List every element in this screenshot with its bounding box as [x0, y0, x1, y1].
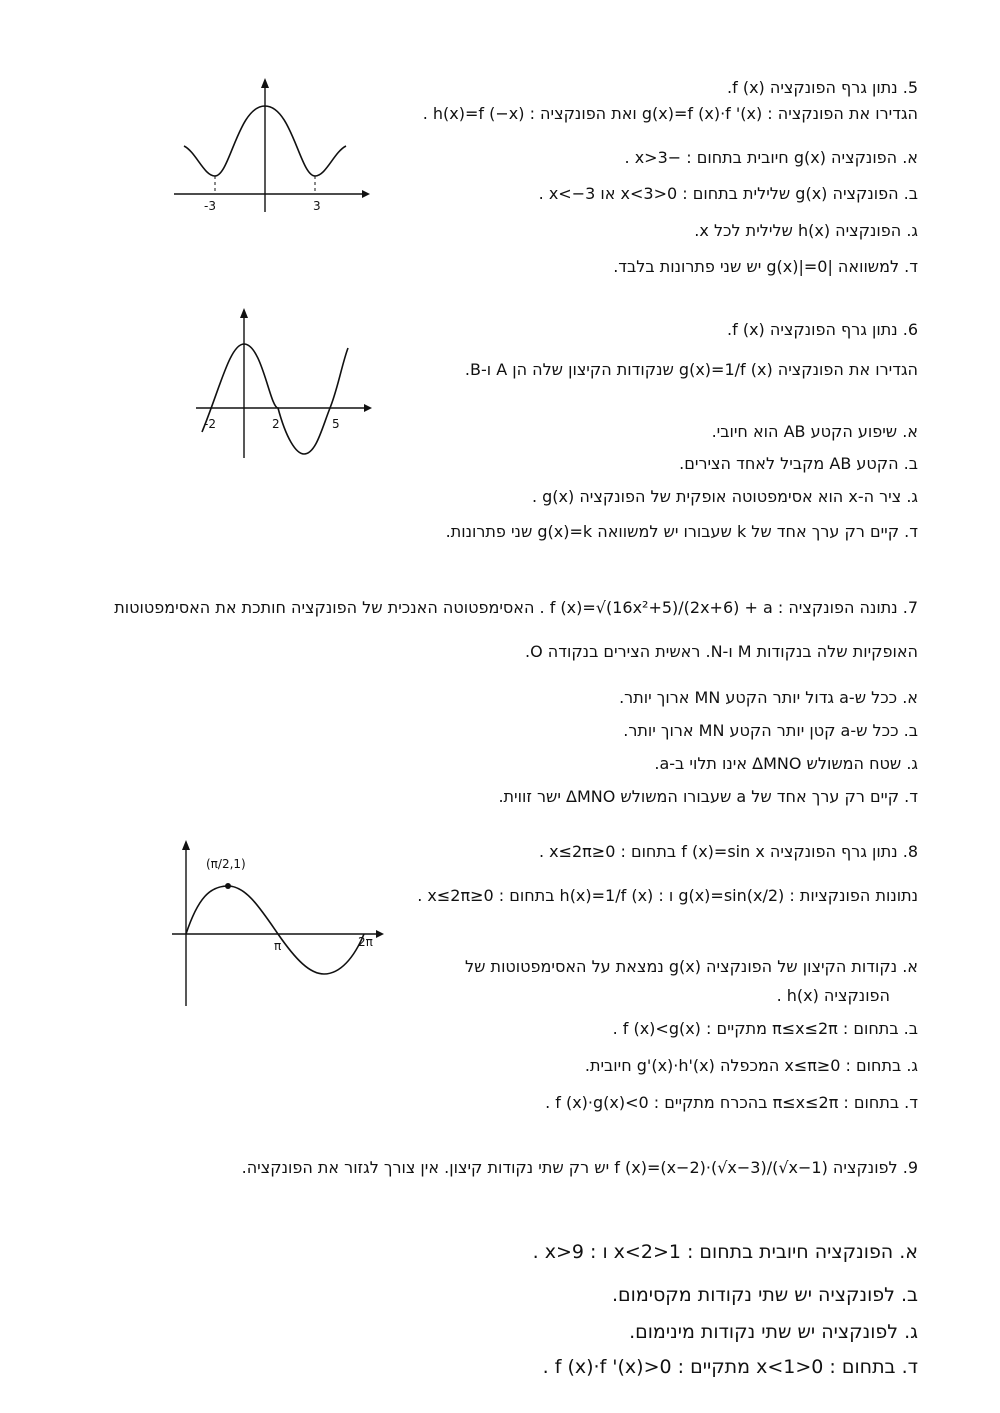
q7-option-d: ד. קיים רק ערך אחד של a שעבורו המשולש ΔMNO ישר זווית. [498, 787, 918, 806]
q6-option-c: ג. ציר ה-x הוא אסימפטוטה אופקית של הפונקציה g(x) . [531, 487, 918, 506]
q5-option-d: ד. למשוואה |g(x)|=0 יש שני פתרונות בלבד. [613, 257, 918, 276]
q6-option-a: א. שיפוע הקטע AB הוא חיובי. [711, 422, 918, 441]
q9-option-a: א. הפונקציה חיובית בתחום : 1<x<2 ו : 9<x . [532, 1241, 918, 1263]
q9-option-c: ג. לפונקציה יש שתי נקודות מינימום. [629, 1321, 918, 1343]
q9-option-b: ב. לפונקציה יש שתי נקודות מקסימום. [612, 1284, 918, 1306]
q6-stem-1: 6. נתון גרף הפונקציה f (x). [727, 320, 918, 339]
q5-option-c: ג. הפונקציה h(x) שלילית לכל x. [694, 221, 918, 240]
q6-option-d: ד. קיים רק ערך אחד של k שעבורו יש למשוואה g(x)=k שני פתרונות. [445, 522, 918, 541]
q5-graph [170, 78, 370, 218]
q7-stem-1: 7. נתונה הפונקציה : f (x)=√(16x²+5)/(2x+6) + a . האסימפטוטה האנכית של הפונקציה חותכת את האסימפטוטות [114, 598, 918, 617]
q5-stem-1: 5. נתון גרף הפונקציה f (x). [727, 78, 918, 97]
q6-graph [192, 308, 377, 463]
q9-stem: 9. לפונקציה f (x)=(x−2)·(√x−3)/(√x−1) יש רק שתי נקודות קיצון. אין צורך לגזור את הפונקציה. [241, 1158, 918, 1177]
q8-max-point [225, 883, 231, 889]
q6-tick-5: 5 [332, 417, 340, 431]
q5-stem-2: הגדירו את הפונקציה : g(x)=f (x)·f '(x) ואת הפונקציה : h(x)=f (−x) . [422, 104, 918, 123]
q7-option-a: א. ככל ש-a גדול יותר הקטע MN ארוך יותר. [619, 688, 918, 707]
q7-stem-2: האופקיות שלה בנקודות M ו-N. ראשית הצירים בנקודה O. [525, 642, 918, 661]
q7-option-c: ג. שטח המשולש ΔMNO אינו תלוי ב-a. [654, 754, 918, 773]
q8-option-d: ד. בתחום : π≤x≤2π בהכרח מתקיים : f (x)·g(x)<0 . [545, 1093, 918, 1112]
q8-option-a-1: א. נקודות הקיצון של הפונקציה g(x) נמצאת על האסימפטוטות של [465, 957, 918, 976]
q8-stem-1: 8. נתון גרף הפונקציה f (x)=sin x בתחום : 0≤x≤2π . [538, 842, 918, 861]
q9-option-d: ד. בתחום : 0<x<1 מתקיים : 0<f (x)·f '(x) . [542, 1356, 918, 1378]
q8-graph [168, 838, 393, 1010]
q8-point-label: (π/2,1) [206, 857, 246, 871]
q5-option-b: ב. הפונקציה g(x) שלילית בתחום : 0<x<3 או x<−3 . [538, 184, 918, 203]
q6-stem-2: הגדירו את הפונקציה g(x)=1/f (x) שנקודות הקיצון שלה הן A ו-B. [464, 360, 918, 379]
q6-option-b: ב. הקטע AB מקביל לאחד הצירים. [679, 454, 918, 473]
q8-stem-2: נתונות הפונקציות : g(x)=sin(x/2) ו : h(x)=1/f (x) בתחום : 0≤x≤2π . [417, 886, 918, 905]
q8-sin-curve [186, 886, 364, 974]
q8-option-a-2: הפונקציה h(x) . [776, 986, 890, 1005]
q8-option-c: ג. בתחום : 0≤x≤π המכפלה g'(x)·h'(x) חיובית. [584, 1056, 918, 1075]
q5-option-a: א. הפונקציה g(x) חיובית בתחום : −3<x . [624, 148, 918, 167]
q5-tick-minus3: -3 [204, 199, 216, 213]
q5-tick-3: 3 [313, 199, 321, 213]
q8-option-b: ב. בתחום : π≤x≤2π מתקיים : f (x)<g(x) . [612, 1019, 918, 1038]
q6-curve [202, 344, 348, 454]
q8-tick-2pi: 2π [358, 935, 373, 949]
q8-tick-pi: π [274, 939, 282, 953]
q7-option-b: ב. ככל ש-a קטן יותר הקטע MN ארוך יותר. [623, 721, 918, 740]
q6-tick-minus2: -2 [204, 417, 216, 431]
q6-tick-2: 2 [272, 417, 280, 431]
